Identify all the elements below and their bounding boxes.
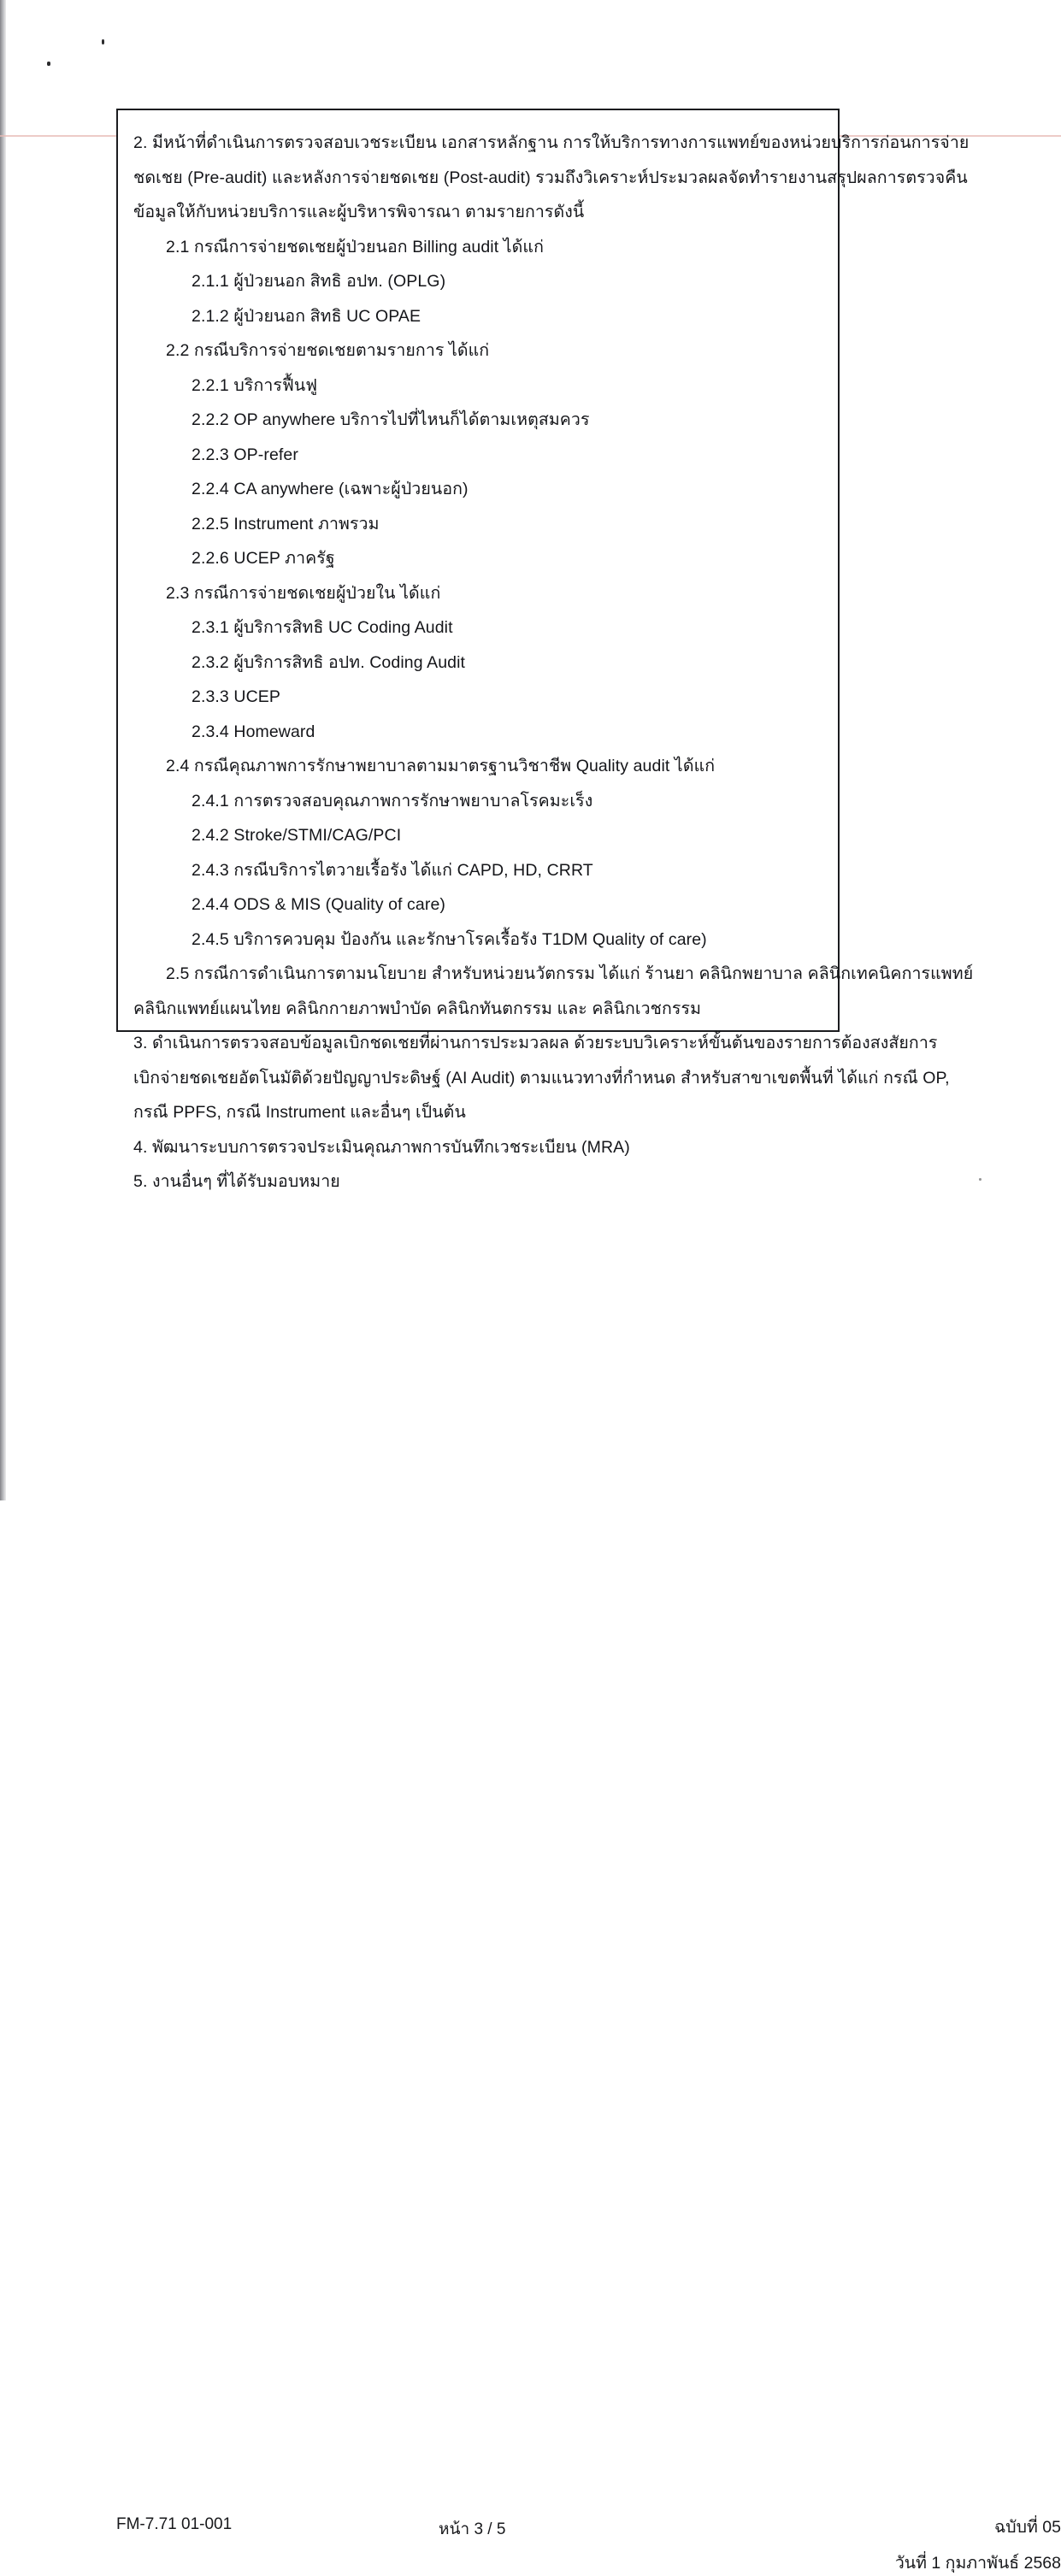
page-footer xyxy=(0,1257,1061,2573)
scan-speck xyxy=(47,62,50,66)
list-item: 2.4.4 ODS & MIS (Quality of care) xyxy=(192,895,445,914)
footer-effective-date: วันที่ 1 กุมภาพันธ์ 2568 xyxy=(894,2554,1061,2573)
paragraph-line: 2. มีหน้าที่ดำเนินการตรวจสอบเวชระเบียน เอกสารหลักฐาน การให้บริการทางการแพทย์ของหน่วยบริการก่อนการจ่าย xyxy=(133,133,970,152)
document-body xyxy=(118,110,974,1208)
paragraph-line: เบิกจ่ายชดเชยอัตโนมัติด้วยปัญญาประดิษฐ์ (AI Audit) ตามแนวทางที่กำหนด สำหรับสาขาเขตพื้นที่ ได้แก่ กรณี OP, xyxy=(133,1068,950,1088)
footer-edition: ฉบับที่ 05 xyxy=(994,2518,1061,2537)
list-item: 2.2.1 บริการฟื้นฟู xyxy=(192,375,318,395)
list-item: 2.2.3 OP-refer xyxy=(192,445,298,464)
list-item: 2.4.5 บริการควบคุม ป้องกัน และรักษาโรคเรื้อรัง T1DM Quality of care) xyxy=(192,929,707,949)
document-content-box xyxy=(116,109,974,1191)
list-item: 2.1.1 ผู้ป่วยนอก สิทธิ อปท. (OPLG) xyxy=(192,272,446,291)
list-item: 2.3.4 Homeward xyxy=(192,722,315,741)
paragraph-line: ชดเชย (Pre-audit) และหลังการจ่ายชดเชย (Post-audit) รวมถึงวิเคราะห์ประมวลผลจัดทำรายงานสรุปผลการตรวจคืน xyxy=(133,168,968,187)
list-item: 2.3 กรณีการจ่ายชดเชยผู้ป่วยใน ได้แก่ xyxy=(166,583,441,603)
list-item: 2.2.6 UCEP ภาครัฐ xyxy=(192,549,335,568)
paragraph-line: กรณี PPFS, กรณี Instrument และอื่นๆ เป็นต้น xyxy=(133,1103,466,1122)
paragraph-line: ข้อมูลให้กับหน่วยบริการและผู้บริหารพิจารณา ตามรายการดังนี้ xyxy=(133,203,585,221)
scan-speck xyxy=(102,39,104,44)
list-item: 2.3.1 ผู้บริการสิทธิ UC Coding Audit xyxy=(192,618,453,637)
scan-speck xyxy=(979,1178,981,1181)
list-item: 2.5 กรณีการดำเนินการตามนโยบาย สำหรับหน่วยนวัตกรรม ได้แก่ ร้านยา คลินิกพยาบาล คลินิกเทคนิคการแพทย์ xyxy=(166,964,974,983)
list-item: 2.4 กรณีคุณภาพการรักษาพยาบาลตามมาตรฐานวิชาชีพ Quality audit ได้แก่ xyxy=(166,757,716,775)
list-item: 2.2.2 OP anywhere บริการไปที่ไหนก็ได้ตามเหตุสมควร xyxy=(192,410,590,429)
footer-form-code: FM-7.71 01-001 xyxy=(116,2515,233,2533)
list-item: 2.1.2 ผู้ป่วยนอก สิทธิ UC OPAE xyxy=(192,306,421,326)
paragraph-line: คลินิกแพทย์แผนไทย คลินิกกายภาพบำบัด คลินิกทันตกรรม และ คลินิกเวชกรรม xyxy=(133,999,702,1018)
list-item: 2.2.4 CA anywhere (เฉพาะผู้ป่วยนอก) xyxy=(192,480,469,498)
list-item: 2.3.3 UCEP xyxy=(192,687,280,706)
list-item: 2.2.5 Instrument ภาพรวม xyxy=(192,514,380,533)
list-item: 2.4.1 การตรวจสอบคุณภาพการรักษาพยาบาลโรคมะเร็ง xyxy=(192,791,593,811)
list-item: 2.2 กรณีบริการจ่ายชดเชยตามรายการ ได้แก่ xyxy=(166,341,490,360)
list-item: 5. งานอื่นๆ ที่ได้รับมอบหมาย xyxy=(133,1172,340,1191)
list-item: 4. พัฒนาระบบการตรวจประเมินคุณภาพการบันทึกเวชระเบียน (MRA) xyxy=(133,1137,630,1157)
list-item: 2.3.2 ผู้บริการสิทธิ อปท. Coding Audit xyxy=(192,652,466,672)
list-item: 2.4.2 Stroke/STMI/CAG/PCI xyxy=(192,826,402,845)
footer-page-number: หน้า 3 / 5 xyxy=(439,2520,506,2538)
list-item: 2.4.3 กรณีบริการไตวายเรื้อรัง ได้แก่ CAPD, HD, CRRT xyxy=(192,860,593,880)
list-item: 2.1 กรณีการจ่ายชดเชยผู้ป่วยนอก Billing audit ได้แก่ xyxy=(166,237,544,256)
paragraph-line: 3. ดำเนินการตรวจสอบข้อมูลเบิกชดเชยที่ผ่านการประมวลผล ด้วยระบบวิเคราะห์ขั้นต้นของรายการต้องสงสัยการ xyxy=(133,1034,938,1052)
